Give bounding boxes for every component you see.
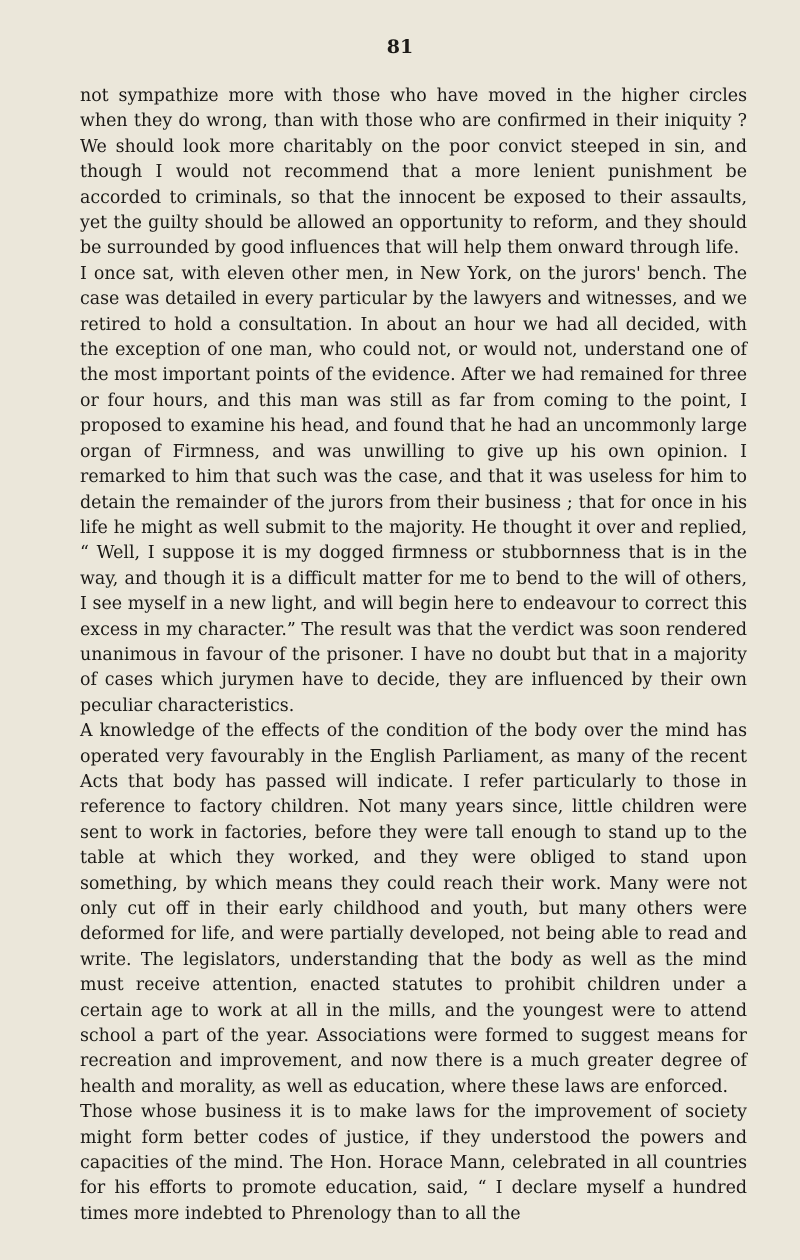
- paragraph-1: not sympathize more with those who have moved in the higher circles when they do wrong, than with those who are confirmed in their iniquity ? We should look more charitably on the poor convict steeped in sin, and though I would not recommend that a more lenient punishment be accorded to criminals, so that the innocent be exposed to their assaults, yet the guilty should be allowed an opportunity to reform, and they should be surrounded by good influences that will help them onward through life.: [80, 86, 747, 259]
- page-number: 81: [386, 36, 414, 58]
- paragraph-3: A knowledge of the effects of the condition of the body over the mind has operated very favourably in the English Parliament, as many of the recent Acts that body has passed will indicate. I refer particularly to those in reference to factory children. Not many years since, little children were sent to work in factories, before they were tall enough to stand up to the table at which they worked, and they were obliged to stand upon something, by which means they could reach their work. Many were not only cut off in their early childhood and youth, but many others were deformed for life, and were partially developed, not being able to read and write. The legislators, understanding that the body as well as the mind must receive attention, enacted statutes to prohibit children under a certain age to work at all in the mills, and the youngest were to attend school a part of the year. Associations were formed to suggest means for recreation and improvement, and now there is a much greater degree of health and morality, as well as education, where these laws are enforced.: [80, 721, 747, 1097]
- paragraph-2: I once sat, with eleven other men, in New York, on the jurors' bench. The case was detailed in every particular by the lawyers and witnesses, and we retired to hold a consultation. In about an hour we had all decided, with the exception of one man, who could not, or would not, understand one of the most important points of the evidence. After we had remained for three or four hours, and this man was still as far from coming to the point, I proposed to examine his head, and found that he had an uncommonly large organ of Firmness, and was unwilling to give up his own opinion. I remarked to him that such was the case, and that it was useless for him to detain the remainder of the jurors from their business ; that for once in his life he might as well submit to the majority. He thought it over and replied, “ Well, I suppose it is my dogged firmness or stubbornness that is in the way, and though it is a difficult matter for me to bend to the will of others, I see myself in a new light, and will begin here to endeavour to correct this excess in my character.” The result was that the verdict was soon rendered unanimous in favour of the prisoner. I have no doubt but that in a majority of cases which jurymen have to decide, they are influenced by their own peculiar characteristics.: [80, 263, 747, 716]
- paragraph-4: Those whose business it is to make laws for the improvement of society might form better codes of justice, if they understood the powers and capacities of the mind. The Hon. Horace Mann, celebrated in all countries for his efforts to promote education, said, “ I declare myself a hundred times more indebted to Phrenology than to all the: [80, 1102, 747, 1224]
- body-text: [80, 84, 747, 1227]
